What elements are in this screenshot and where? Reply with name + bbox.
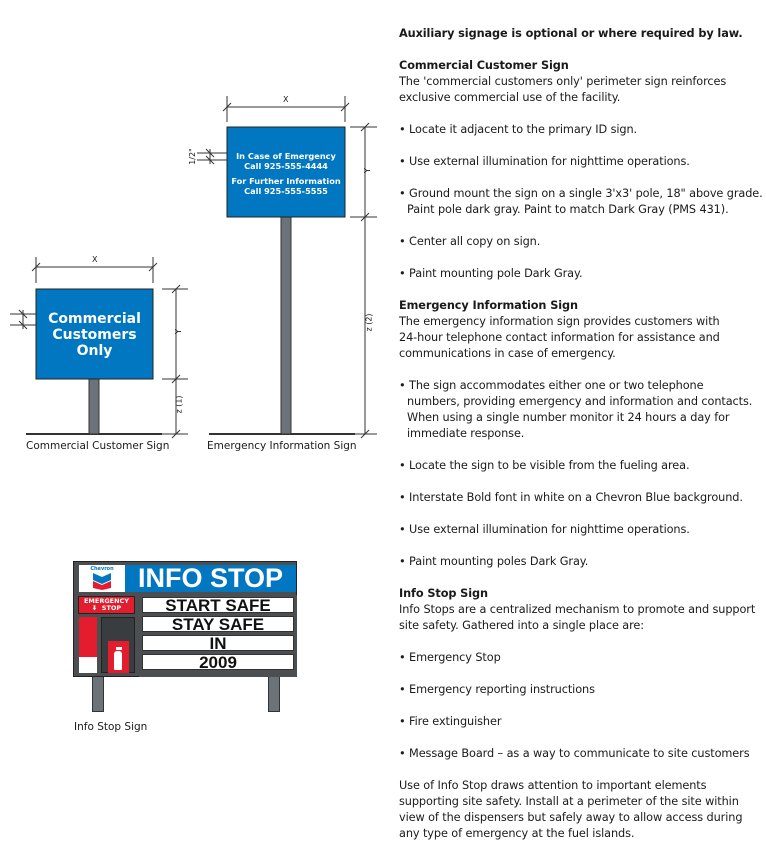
extinguisher-cabinet	[101, 617, 135, 673]
dimension-y-label: Y	[173, 329, 183, 334]
sign-leg	[92, 676, 104, 712]
dimension-z-label: z (1)	[174, 395, 184, 414]
mounting-pole	[281, 217, 291, 434]
emergency-sign-caption: Emergency Information Sign	[207, 440, 357, 452]
body-text-line: exclusive commercial use of the facility.	[399, 91, 621, 104]
body-text-line: • Use external illumination for nighttime operations.	[399, 155, 690, 168]
info-stop-caption: Info Stop Sign	[74, 721, 148, 733]
emergency-stop-button[interactable]	[78, 596, 135, 614]
body-text-line: • Ground mount the sign on a single 3'x3' pole, 18" above grade.	[399, 187, 763, 200]
emergency-instructions-panel	[79, 617, 97, 673]
sign-line: Only	[76, 343, 113, 359]
body-text-line: • The sign accommodates either one or two telephone	[399, 379, 704, 392]
body-text-line: site safety. Gathered into a single place are:	[399, 619, 644, 632]
section-heading: Auxiliary signage is optional or where required by law.	[399, 27, 743, 40]
section-heading: Emergency Information Sign	[399, 299, 578, 312]
body-text-line: • Fire extinguisher	[399, 715, 502, 728]
logo-text: Chevron	[90, 566, 114, 572]
body-text-line: communications in case of emergency.	[399, 347, 616, 360]
emergency-label: EMERGENCY	[83, 597, 130, 605]
body-text-line: The emergency information sign provides customers with	[399, 315, 720, 328]
dimension-x-label: X	[283, 95, 289, 104]
body-text-line: • Center all copy on sign.	[399, 235, 541, 248]
emergency-stop-row	[79, 605, 134, 612]
sign-leg	[268, 676, 280, 712]
body-text-line: When using a single number monitor it 24 hours a day for	[407, 411, 730, 424]
body-text-line: numbers, providing emergency and information and contacts.	[407, 395, 753, 408]
info-stop-banner: INFO STOP	[125, 565, 296, 592]
body-text-line: • Paint mounting poles Dark Gray.	[399, 555, 589, 568]
body-text-line: immediate response.	[407, 427, 525, 440]
mounting-pole	[89, 379, 99, 434]
section-heading: Info Stop Sign	[399, 587, 488, 600]
body-text-line: Paint pole dark gray. Paint to match Dark Gray (PMS 431).	[407, 203, 729, 216]
message-row: START SAFE	[142, 597, 294, 613]
sign-line: For Further Information	[231, 176, 341, 186]
message-row: 2009	[142, 654, 294, 670]
arrow-down-icon: ⬇	[91, 604, 102, 612]
dimension-y-label: Y	[362, 168, 372, 173]
body-text-line: Use of Info Stop draws attention to important elements	[399, 779, 707, 792]
body-text-line: Info Stops are a centralized mechanism to promote and support	[399, 603, 756, 616]
body-text-line: • Paint mounting pole Dark Gray.	[399, 267, 583, 280]
body-text-line: view of the dispensers but safely away to allow access during	[399, 811, 743, 824]
body-text-line: • Message Board – as a way to communicate to site customers	[399, 747, 750, 760]
fire-extinguisher-icon	[108, 641, 129, 673]
body-text-line: • Use external illumination for nighttime operations.	[399, 523, 690, 536]
dimension-x-label: X	[92, 255, 98, 264]
dimension-half-inch-label: 1/2"	[187, 148, 197, 165]
stop-label: STOP	[101, 604, 122, 612]
dimension-z-label: z (2)	[364, 313, 374, 332]
body-text-line: • Interstate Bold font in white on a Chevron Blue background.	[399, 491, 743, 504]
sign-line: Customers	[52, 327, 137, 343]
body-text-line: 24-hour telephone contact information for assistance and	[399, 331, 720, 344]
commercial-sign-text	[36, 311, 153, 359]
message-row: IN	[142, 635, 294, 651]
chevron-logo	[79, 565, 125, 592]
body-text-line: supporting site safety. Install at a perimeter of the site within	[399, 795, 739, 808]
body-text-line: • Emergency reporting instructions	[399, 683, 595, 696]
body-text-line: • Locate the sign to be visible from the fueling area.	[399, 459, 690, 472]
body-text-line: The 'commercial customers only' perimeter sign reinforces	[399, 75, 727, 88]
commercial-sign-caption: Commercial Customer Sign	[26, 440, 170, 452]
message-row: STAY SAFE	[142, 616, 294, 632]
body-text-line: • Emergency Stop	[399, 651, 501, 664]
body-text-line: • Locate it adjacent to the primary ID sign.	[399, 123, 638, 136]
emergency-sign-text	[227, 151, 345, 196]
section-heading: Commercial Customer Sign	[399, 59, 569, 72]
sign-line: Call 925-555-5555	[244, 186, 328, 196]
body-text-line: any type of emergency at the fuel islands.	[399, 827, 635, 840]
chevron-chevrons-icon	[93, 573, 111, 590]
sign-line: In Case of Emergency	[236, 151, 336, 161]
sign-line: Call 925-555-4444	[244, 161, 328, 171]
sign-line: Commercial	[48, 311, 141, 327]
